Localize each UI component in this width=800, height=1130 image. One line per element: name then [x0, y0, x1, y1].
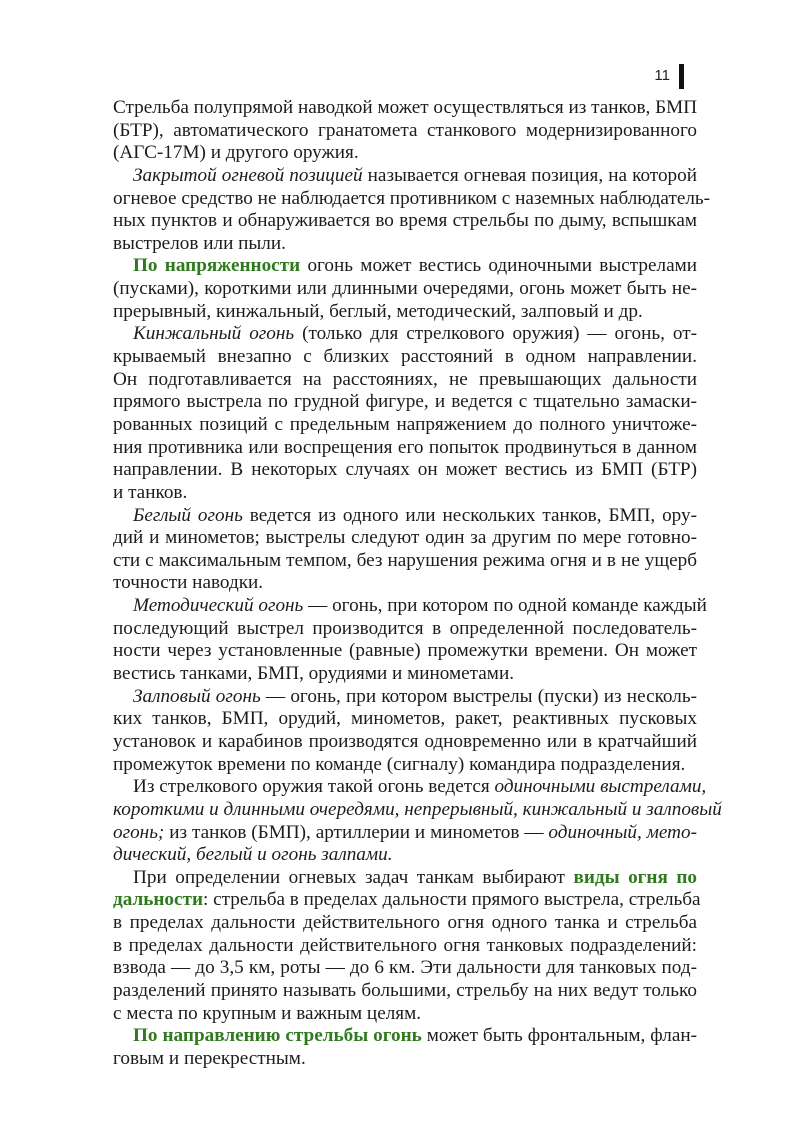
text-run: Из стрелкового оружия такой огонь ведется	[133, 776, 495, 798]
text-run: разделений принято называть большими, стрельбу на них ведут только	[113, 979, 697, 1001]
highlighted-term: По направлению стрельбы огонь	[133, 1025, 422, 1047]
text-line	[113, 595, 707, 618]
text-line	[113, 210, 697, 233]
highlighted-term: дальности	[113, 889, 204, 911]
text-run: сти с максимальным темпом, без нарушения режима огня и в не ущерб	[113, 549, 697, 571]
text-line	[113, 505, 697, 528]
text-line	[113, 957, 697, 980]
text-line	[113, 798, 722, 822]
text-run: дий и минометов; выстрелы следуют один за другим по мере готовно-	[113, 527, 697, 549]
text-line	[113, 776, 707, 799]
text-run: промежуток времени по команде (сигналу) командира подразделения.	[113, 753, 686, 775]
text-run: (АГС-17М) и другого оружия.	[113, 142, 359, 164]
italic-term: огонь;	[113, 821, 165, 843]
text-run: с места по крупным и важным целям.	[113, 1002, 422, 1024]
text-line	[113, 187, 711, 211]
text-line	[113, 640, 697, 663]
text-run: ких танков, БМП, орудий, минометов, ракет, реактивных пусковых	[113, 708, 697, 730]
text-line	[113, 1048, 697, 1071]
text-line	[113, 301, 697, 324]
text-line	[113, 889, 701, 912]
highlighted-term: виды огня по	[573, 866, 697, 888]
text-line	[113, 912, 697, 935]
text-run: последующий выстрел производится в определенной последователь-	[113, 617, 697, 639]
text-line	[113, 572, 697, 595]
text-line	[113, 754, 697, 777]
text-line	[113, 708, 697, 731]
text-line	[113, 527, 697, 550]
text-line	[113, 97, 697, 120]
text-run: прерывный, кинжальный, беглый, методический, залповый и др.	[113, 300, 643, 322]
text-line	[113, 1003, 697, 1026]
text-run: ности через установленные (равные) промежутки времени. Он может	[113, 640, 697, 662]
text-run: ния противника или воспрещения его попыток продвинуться в данном	[113, 436, 697, 458]
text-run: ных пунктов и обнаруживается во время стрельбы по дыму, вспышкам	[113, 210, 697, 232]
text-run: в пределах дальности действительного огня одного танка и стрельба	[113, 912, 697, 934]
text-run: Он подготавливается на расстояниях, не превышающих дальности	[113, 368, 697, 390]
text-line	[113, 120, 697, 143]
italic-term: короткими и длинными очередями, непрерывный, кинжальный и залповый	[113, 798, 722, 820]
text-line	[113, 142, 697, 165]
text-run: : стрельба в пределах дальности прямого выстрела, стрельба	[203, 889, 701, 911]
text-line	[113, 255, 697, 278]
text-line	[113, 822, 697, 845]
text-line	[113, 437, 697, 460]
text-line	[113, 414, 697, 437]
text-run: говым и перекрестным.	[113, 1047, 306, 1069]
page-number: 11	[654, 67, 670, 84]
text-line	[113, 369, 697, 392]
text-line	[113, 346, 697, 369]
text-run: — огонь, при котором выстрелы (пуски) из несколь-	[260, 685, 697, 707]
text-run: установок и карабинов производятся одновременно или в кратчайший	[113, 730, 697, 752]
text-run: Стрельба полупрямой наводкой может осуществляться из танков, БМП	[113, 97, 698, 118]
text-line	[113, 550, 697, 573]
text-run: огневое средство не наблюдается противником с наземных наблюдатель-	[113, 187, 711, 209]
text-run: точности наводки.	[113, 572, 264, 594]
text-line	[113, 618, 697, 641]
text-run: (БТР), автоматического гранатомета станкового модернизированного	[113, 119, 697, 141]
text-line	[113, 278, 697, 301]
italic-term: Беглый огонь	[133, 504, 243, 526]
italic-term: Залповый огонь	[133, 685, 261, 707]
text-run: направлении. В некоторых случаях он может вестись из БМП (БТР)	[113, 459, 697, 481]
italic-term: дический, беглый и огонь залпами.	[113, 844, 393, 866]
text-line	[113, 1025, 697, 1048]
text-run: (пусками), короткими или длинными очередями, огонь может быть не-	[113, 278, 697, 300]
text-line	[113, 731, 697, 754]
text-line	[113, 980, 697, 1003]
text-run: (только для стрелкового оружия) — огонь, от-	[294, 323, 697, 345]
text-run: крываемый внезапно с близких расстояний в одном направлении.	[113, 346, 697, 368]
text-line	[113, 233, 697, 256]
text-run: называется огневая позиция, на которой	[362, 164, 697, 186]
page-number-marker-bar	[679, 64, 684, 89]
text-line	[113, 935, 697, 958]
text-run: прямого выстрела по грудной фигуре, и ведется с тщательно замаски-	[113, 391, 697, 413]
text-line	[113, 663, 697, 686]
body-text	[113, 97, 722, 1071]
text-line	[113, 459, 697, 482]
text-run: может быть фронтальным, флан-	[421, 1025, 697, 1047]
text-line	[113, 165, 697, 188]
text-run: — огонь, при котором по одной команде каждый	[303, 595, 707, 617]
text-line	[113, 867, 697, 890]
text-run: При определении огневых задач танкам выбирают	[133, 866, 574, 888]
text-line	[113, 686, 697, 709]
text-run: вестись танками, БМП, орудиями и минометами.	[113, 663, 515, 685]
highlighted-term: По напряженности	[133, 255, 301, 277]
text-line	[113, 391, 697, 414]
italic-term: одиночный, мето-	[548, 821, 697, 843]
text-line	[113, 323, 697, 346]
italic-term: одиночными выстрелами,	[494, 776, 707, 798]
text-line	[113, 482, 697, 505]
text-run: в пределах дальности действительного огня танковых подразделений:	[113, 934, 697, 956]
text-run: ведется из одного или нескольких танков, БМП, ору-	[242, 504, 697, 526]
text-run: и танков.	[113, 481, 188, 503]
italic-term: Кинжальный огонь	[133, 323, 295, 345]
text-run: выстрелов или пыли.	[113, 232, 286, 254]
text-run: рованных позиций с предельным напряжением до полного уничтоже-	[113, 413, 697, 435]
text-run: огонь может вестись одиночными выстрелами	[300, 255, 697, 277]
italic-term: Закрытой огневой позицией	[133, 164, 363, 186]
italic-term: Методический огонь	[133, 595, 304, 617]
text-run: взвода — до 3,5 км, роты — до 6 км. Эти дальности для танковых под-	[113, 957, 697, 979]
text-line	[113, 844, 697, 867]
text-run: из танков (БМП), артиллерии и минометов —	[164, 821, 549, 843]
